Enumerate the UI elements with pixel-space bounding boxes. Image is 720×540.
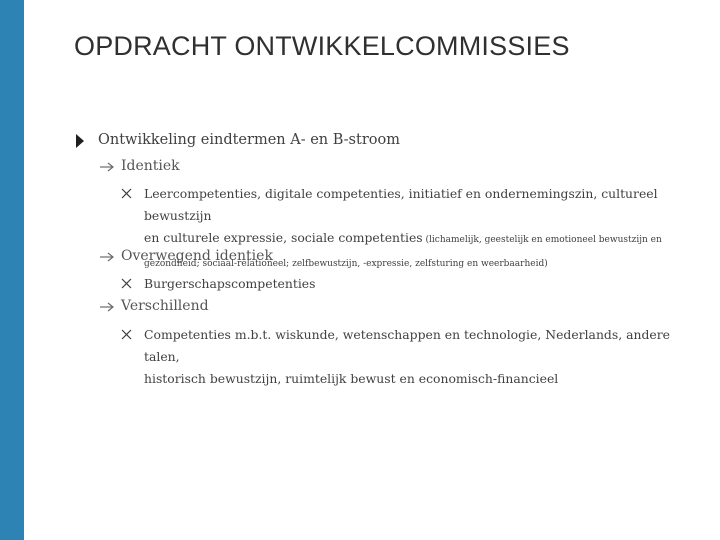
identiek-line2-small: (lichamelijk, geestelijk en emotioneel bewustzijn en <box>422 235 662 245</box>
verschillend-line1: Competenties m.b.t. wiskunde, wetenschappen en technologie, Nederlands, andere talen, <box>144 327 670 364</box>
arrow-bullet-icon <box>99 251 115 263</box>
bullet-level1-text: Ontwikkeling eindtermen A- en B-stroom <box>98 132 400 148</box>
triangle-bullet-icon <box>76 134 84 148</box>
sub-bullet-overwegend-text: Burgerschapscompetenties <box>144 276 316 291</box>
identiek-line1: Leercompetenties, digitale competenties, initiatief en ondernemingszin, cultureel bewustzijn <box>144 186 658 223</box>
bullet-identiek-label: Identiek <box>121 158 180 174</box>
slide-title: OPDRACHT ONTWIKKELCOMMISSIES <box>74 31 570 61</box>
identiek-line3-small: gezondheid; sociaal-relationeel; zelfbewustzijn, -expressie, zelfsturing en weerbaarheid) <box>144 259 548 269</box>
verschillend-line2: historisch bewustzijn, ruimtelijk bewust en economisch-financieel <box>144 371 559 386</box>
arrow-bullet-icon <box>99 161 115 173</box>
bullet-overwegend-identiek-label: Overwegend identiek <box>121 248 273 264</box>
arrow-bullet-icon <box>99 301 115 313</box>
x-bullet-icon <box>121 329 132 340</box>
x-bullet-icon <box>121 188 132 199</box>
sub-bullet-verschillend-text <box>144 324 704 390</box>
bullet-verschillend-label: Verschillend <box>121 298 209 314</box>
x-bullet-icon <box>121 278 132 289</box>
identiek-line2: en culturele expressie, sociale competenties <box>144 230 423 245</box>
